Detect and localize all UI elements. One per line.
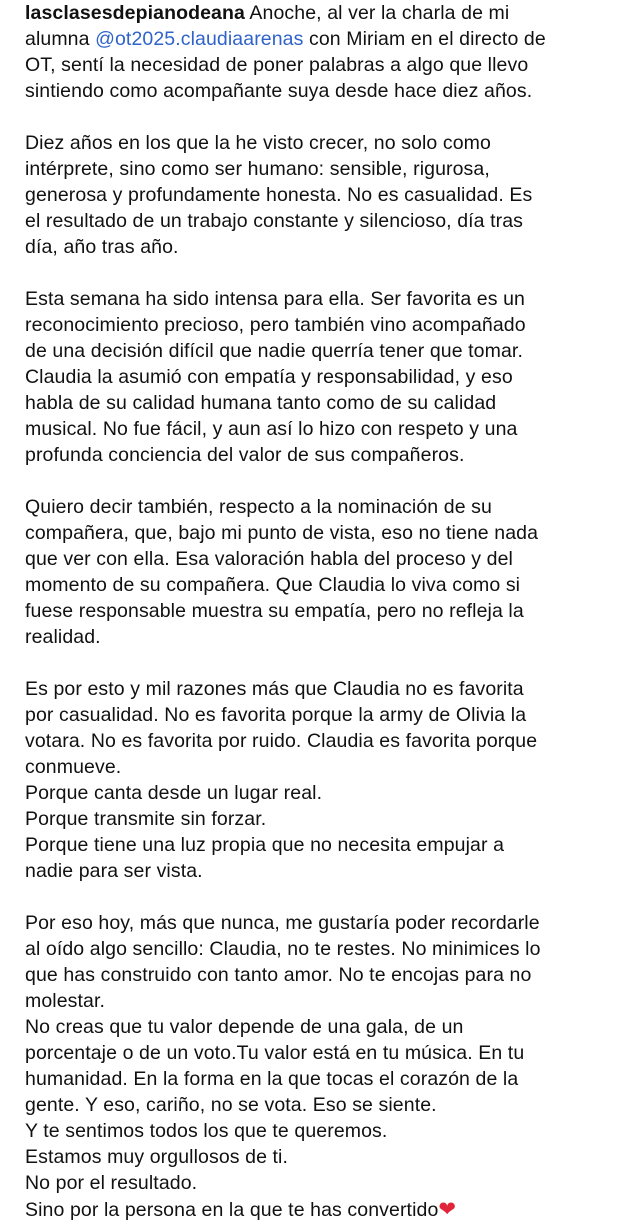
caption-line: musical. No fue fácil, y aun así lo hizo con respeto y una	[25, 418, 518, 440]
caption-line: profunda conciencia del valor de sus compañeros.	[25, 444, 465, 466]
caption-paragraph	[25, 494, 617, 650]
caption-line: molestar.	[25, 990, 106, 1012]
caption-line: momento de su compañera. Que Claudia lo viva como si	[25, 574, 521, 596]
caption-line	[25, 1196, 617, 1223]
caption-line: conmueve.	[25, 756, 122, 778]
mention-link[interactable]: @ot2025.claudiaarenas	[95, 28, 304, 50]
caption-line: humanidad. En la forma en la que tocas el corazón de la	[25, 1068, 519, 1090]
caption-line: Y te sentimos todos los que te queremos.	[25, 1120, 388, 1142]
caption-line: porcentaje o de un voto.Tu valor está en tu música. En tu	[25, 1042, 525, 1064]
caption-line: fuese responsable muestra su empatía, pero no refleja la	[25, 600, 524, 622]
caption-line: de una decisión difícil que nadie querría tener que tomar.	[25, 340, 523, 362]
caption-line: Diez años en los que la he visto crecer, no solo como	[25, 132, 491, 154]
post-caption	[25, 0, 617, 1223]
caption-line: Es por esto y mil razones más que Claudia no es favorita	[25, 678, 524, 700]
caption-line: el resultado de un trabajo constante y silencioso, día tras	[25, 210, 524, 232]
heart-emoji-icon: ❤	[438, 1197, 457, 1221]
caption-line: reconocimiento precioso, pero también vino acompañado	[25, 314, 526, 336]
caption-line: votara. No es favorita por ruido. Claudia es favorita porque	[25, 730, 538, 752]
caption-line: No por el resultado.	[25, 1172, 198, 1194]
caption-paragraph	[25, 910, 617, 1196]
caption-closing	[25, 1196, 617, 1223]
caption-line: día, año tras año.	[25, 236, 179, 258]
caption-line: Por eso hoy, más que nunca, me gustaría poder recordarle	[25, 912, 540, 934]
caption-line: que ver con ella. Esa valoración habla del proceso y del	[25, 548, 513, 570]
caption-body	[25, 130, 617, 1196]
caption-line	[25, 26, 617, 52]
caption-line: Estamos muy orgullosos de ti.	[25, 1146, 289, 1168]
username-link[interactable]: lasclasesdepianodeana	[25, 2, 245, 24]
caption-line: compañera, que, bajo mi punto de vista, eso no tiene nada	[25, 522, 539, 544]
caption-paragraph	[25, 676, 617, 884]
caption-line: intérprete, sino como ser humano: sensible, rigurosa,	[25, 158, 490, 180]
caption-text: con Miriam en el directo de	[309, 28, 546, 50]
caption-line: al oído algo sencillo: Claudia, no te restes. No minimices lo	[25, 938, 541, 960]
caption-line: nadie para ser vista.	[25, 860, 203, 882]
caption-line: gente. Y eso, cariño, no se vota. Eso se siente.	[25, 1094, 437, 1116]
caption-text: Anoche, al ver la charla de mi	[249, 2, 510, 24]
caption-text: Sino por la persona en la que te has convertido	[25, 1199, 439, 1221]
caption-line: Claudia la asumió con empatía y responsabilidad, y eso	[25, 366, 513, 388]
caption-line: sintiendo como acompañante suya desde hace diez años.	[25, 80, 533, 102]
caption-line: realidad.	[25, 626, 101, 648]
caption-line: OT, sentí la necesidad de poner palabras a algo que llevo	[25, 54, 529, 76]
caption-text: alumna	[25, 28, 90, 50]
caption-line: Porque canta desde un lugar real.	[25, 782, 323, 804]
caption-line: Esta semana ha sido intensa para ella. Ser favorita es un	[25, 288, 525, 310]
caption-intro	[25, 0, 617, 104]
caption-line: por casualidad. No es favorita porque la army de Olivia la	[25, 704, 527, 726]
caption-line: habla de su calidad humana tanto como de su calidad	[25, 392, 497, 414]
caption-paragraph	[25, 130, 617, 260]
caption-line	[25, 0, 617, 26]
caption-line: generosa y profundamente honesta. No es casualidad. Es	[25, 184, 533, 206]
caption-line: Porque tiene una luz propia que no necesita empujar a	[25, 834, 505, 856]
caption-line: Porque transmite sin forzar.	[25, 808, 267, 830]
caption-line: Quiero decir también, respecto a la nominación de su	[25, 496, 492, 518]
caption-paragraph	[25, 286, 617, 468]
caption-line: No creas que tu valor depende de una gala, de un	[25, 1016, 464, 1038]
caption-line: que has construido con tanto amor. No te encojas para no	[25, 964, 532, 986]
